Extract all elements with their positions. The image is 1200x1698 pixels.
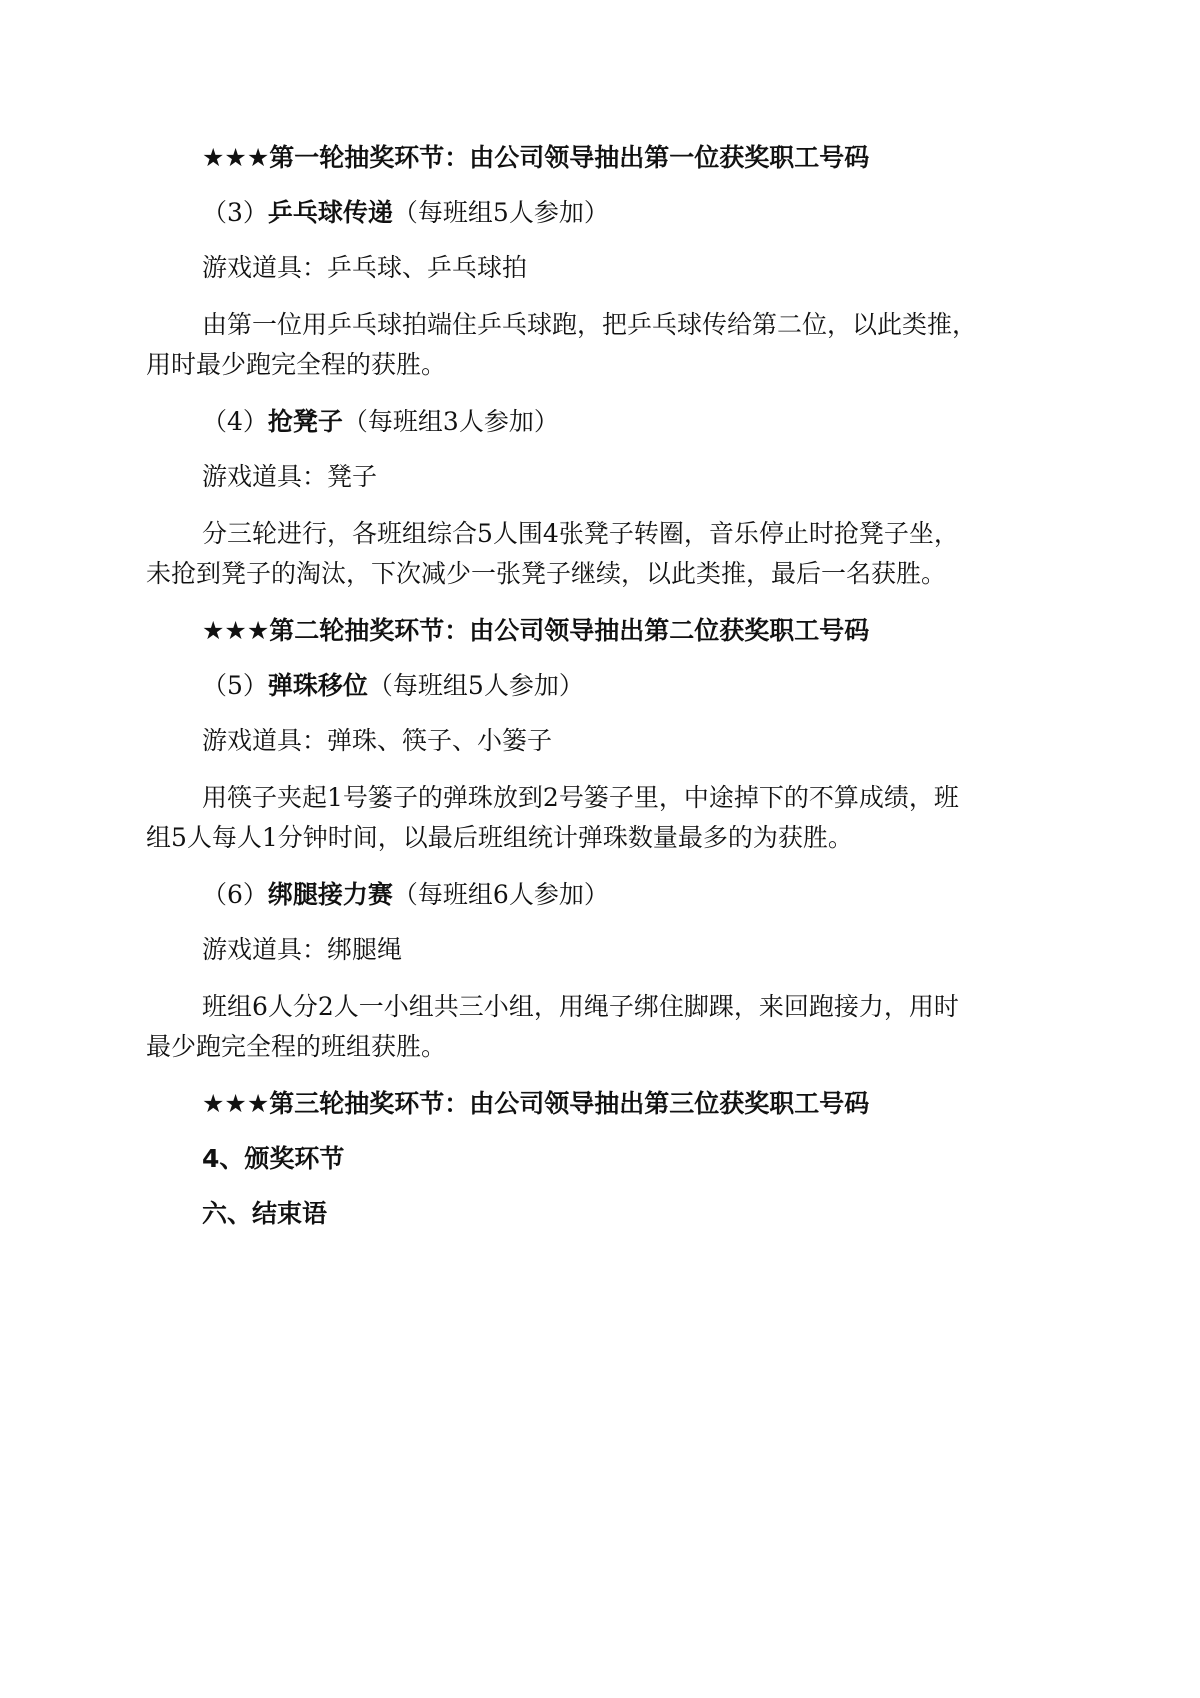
game-6-title: 绑腿接力赛 bbox=[267, 880, 393, 909]
game-4-title: 抢凳子 bbox=[267, 407, 343, 436]
game-4-props: 游戏道具：凳子 bbox=[202, 462, 378, 491]
game-6-description bbox=[146, 987, 1076, 1067]
game-3-title: 乒乓球传递 bbox=[267, 198, 393, 227]
game-6-note: （每班组6人参加） bbox=[392, 880, 609, 909]
game-4-number: （4） bbox=[202, 407, 268, 436]
lottery-round-2: ★★★第二轮抽奖环节：由公司领导抽出第二位获奖职工号码 bbox=[202, 616, 870, 645]
game-4-desc-line-1: 分三轮进行，各班组综合5人围4张凳子转圈，音乐停止时抢凳子坐， bbox=[202, 519, 959, 548]
game-5-title: 弹珠移位 bbox=[267, 671, 368, 700]
game-3-description bbox=[146, 305, 1076, 385]
game-4-heading bbox=[146, 404, 1076, 440]
game-4-note: （每班组3人参加） bbox=[342, 407, 559, 436]
game-5-number: （5） bbox=[202, 671, 268, 700]
game-5-props: 游戏道具：弹珠、筷子、小篓子 bbox=[202, 726, 553, 755]
game-3-desc-line-2: 用时最少跑完全程的获胜。 bbox=[146, 350, 447, 379]
game-5-desc-line-2: 组5人每人1分钟时间，以最后班组统计弹珠数量最多的为获胜。 bbox=[146, 823, 853, 852]
game-4-desc-line-2: 未抢到凳子的淘汰，下次减少一张凳子继续，以此类推，最后一名获胜。 bbox=[146, 559, 947, 588]
game-6-desc-line-2: 最少跑完全程的班组获胜。 bbox=[146, 1032, 447, 1061]
game-5-note: （每班组5人参加） bbox=[367, 671, 584, 700]
game-6-number: （6） bbox=[202, 880, 268, 909]
game-3-heading bbox=[146, 195, 1076, 231]
game-5-desc-line-1: 用筷子夹起1号篓子的弹珠放到2号篓子里，中途掉下的不算成绩，班 bbox=[202, 783, 959, 812]
game-3-desc-line-1: 由第一位用乒乓球拍端住乒乓球跑，把乒乓球传给第二位，以此类推， bbox=[202, 310, 978, 339]
closing-section-heading: 六、结束语 bbox=[202, 1199, 328, 1228]
game-6-desc-line-1: 班组6人分2人一小组共三小组，用绳子绑住脚踝，来回跑接力，用时 bbox=[202, 992, 959, 1021]
game-3-note: （每班组5人参加） bbox=[392, 198, 609, 227]
award-section-heading: 4、颁奖环节 bbox=[202, 1144, 345, 1173]
lottery-round-1: ★★★第一轮抽奖环节：由公司领导抽出第一位获奖职工号码 bbox=[202, 143, 870, 172]
document-body bbox=[146, 140, 1076, 1232]
game-6-props: 游戏道具：绑腿绳 bbox=[202, 935, 403, 964]
game-5-heading bbox=[146, 668, 1076, 704]
game-3-props: 游戏道具：乒乓球、乒乓球拍 bbox=[202, 253, 528, 282]
game-3-number: （3） bbox=[202, 198, 268, 227]
game-5-description bbox=[146, 778, 1076, 858]
lottery-round-3: ★★★第三轮抽奖环节：由公司领导抽出第三位获奖职工号码 bbox=[202, 1089, 870, 1118]
game-6-heading bbox=[146, 877, 1076, 913]
game-4-description bbox=[146, 514, 1076, 594]
